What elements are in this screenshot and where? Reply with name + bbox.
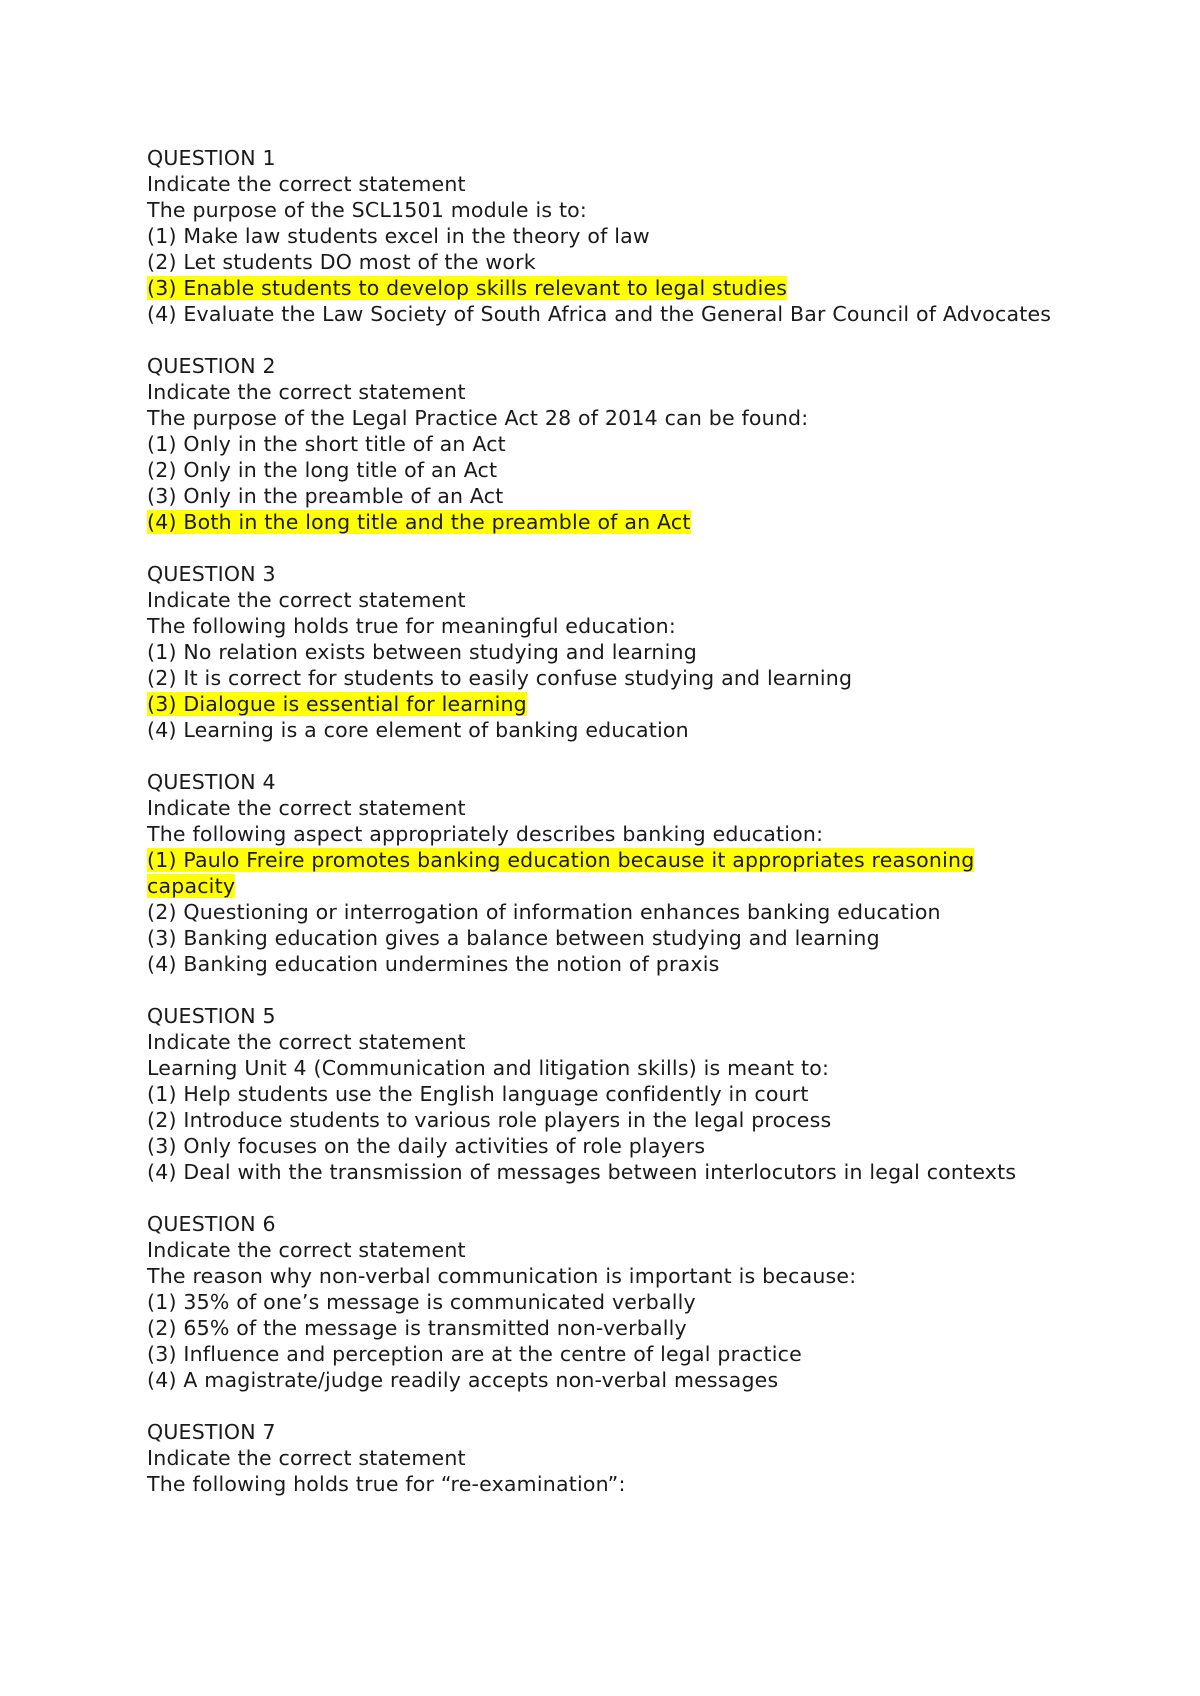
answer-option [147,639,1067,665]
question-instruction: Indicate the correct statement [147,588,466,612]
question-heading: QUESTION 5 [147,1004,276,1028]
question-stem: The purpose of the Legal Practice Act 28 of 2014 can be found: [147,406,809,430]
answer-option [147,1315,1067,1341]
answer-option-text: (4) Learning is a core element of banking education [147,718,689,742]
answer-option-highlighted [147,691,1067,717]
answer-option-text: (4) Banking education undermines the notion of praxis [147,952,720,976]
answer-option-text: (1) Make law students excel in the theory of law [147,224,650,248]
question-heading: QUESTION 3 [147,562,276,586]
answer-option-text: (1) 35% of one’s message is communicated verbally [147,1290,696,1314]
answer-option [147,1133,1067,1159]
question-stem: The purpose of the SCL1501 module is to: [147,198,588,222]
answer-option-text: (1) Only in the short title of an Act [147,432,506,456]
question-heading: QUESTION 2 [147,354,276,378]
question-stem: The following aspect appropriately describes banking education: [147,822,824,846]
answer-option-highlighted [147,275,1067,301]
answer-option-text: (2) Only in the long title of an Act [147,458,498,482]
answer-option [147,483,1067,509]
question-instruction: Indicate the correct statement [147,172,466,196]
answer-option-highlighted [147,509,1067,535]
question-block [147,561,1067,743]
answer-option [147,431,1067,457]
answer-option-text: (2) 65% of the message is transmitted non-verbally [147,1316,687,1340]
question-heading: QUESTION 7 [147,1420,276,1444]
answer-option-text: (4) Deal with the transmission of messages between interlocutors in legal contexts [147,1160,1017,1184]
question-instruction: Indicate the correct statement [147,796,466,820]
answer-option-text: (2) Introduce students to various role players in the legal process [147,1108,832,1132]
answer-option-text: (3) Banking education gives a balance between studying and learning [147,926,880,950]
answer-option [147,1289,1067,1315]
question-block [147,769,1067,977]
answer-option-text: (3) Only focuses on the daily activities of role players [147,1134,706,1158]
answer-option [147,665,1067,691]
question-stem: The following holds true for meaningful education: [147,614,676,638]
answer-option [147,899,1067,925]
answer-option [147,1341,1067,1367]
answer-option-highlighted [147,847,1067,899]
question-block [147,145,1067,327]
answer-option-text: (2) Questioning or interrogation of information enhances banking education [147,900,941,924]
answer-option [147,1107,1067,1133]
answer-option-text: (1) Paulo Freire promotes banking education because it appropriates reasoning capacity [147,848,975,898]
answer-option [147,717,1067,743]
document-page [147,145,1067,1523]
answer-option-text: (3) Influence and perception are at the centre of legal practice [147,1342,802,1366]
answer-option [147,1159,1067,1185]
answer-option [147,925,1067,951]
answer-option-text: (2) Let students DO most of the work [147,250,536,274]
question-instruction: Indicate the correct statement [147,1446,466,1470]
question-block [147,1419,1067,1497]
answer-option [147,1081,1067,1107]
question-block [147,1003,1067,1185]
question-heading: QUESTION 4 [147,770,276,794]
question-heading: QUESTION 6 [147,1212,276,1236]
question-instruction: Indicate the correct statement [147,1030,466,1054]
answer-option [147,249,1067,275]
question-instruction: Indicate the correct statement [147,380,466,404]
answer-option [147,301,1067,327]
answer-option-text: (1) Help students use the English language confidently in court [147,1082,809,1106]
answer-option-text: (4) Evaluate the Law Society of South Africa and the General Bar Council of Advocates [147,302,1052,326]
question-block [147,1211,1067,1393]
question-block [147,353,1067,535]
question-stem: The reason why non-verbal communication is important is because: [147,1264,857,1288]
answer-option-text: (3) Only in the preamble of an Act [147,484,504,508]
answer-option-text: (3) Enable students to develop skills relevant to legal studies [147,276,788,300]
question-stem: Learning Unit 4 (Communication and litigation skills) is meant to: [147,1056,830,1080]
answer-option-text: (1) No relation exists between studying and learning [147,640,697,664]
answer-option-text: (4) A magistrate/judge readily accepts non-verbal messages [147,1368,779,1392]
answer-option [147,457,1067,483]
answer-option [147,1367,1067,1393]
question-instruction: Indicate the correct statement [147,1238,466,1262]
answer-option [147,951,1067,977]
answer-option-text: (2) It is correct for students to easily confuse studying and learning [147,666,853,690]
answer-option-text: (4) Both in the long title and the preamble of an Act [147,510,691,534]
answer-option-text: (3) Dialogue is essential for learning [147,692,527,716]
question-heading: QUESTION 1 [147,146,276,170]
answer-option [147,223,1067,249]
question-stem: The following holds true for “re-examination”: [147,1472,626,1496]
question-list [147,145,1067,1497]
